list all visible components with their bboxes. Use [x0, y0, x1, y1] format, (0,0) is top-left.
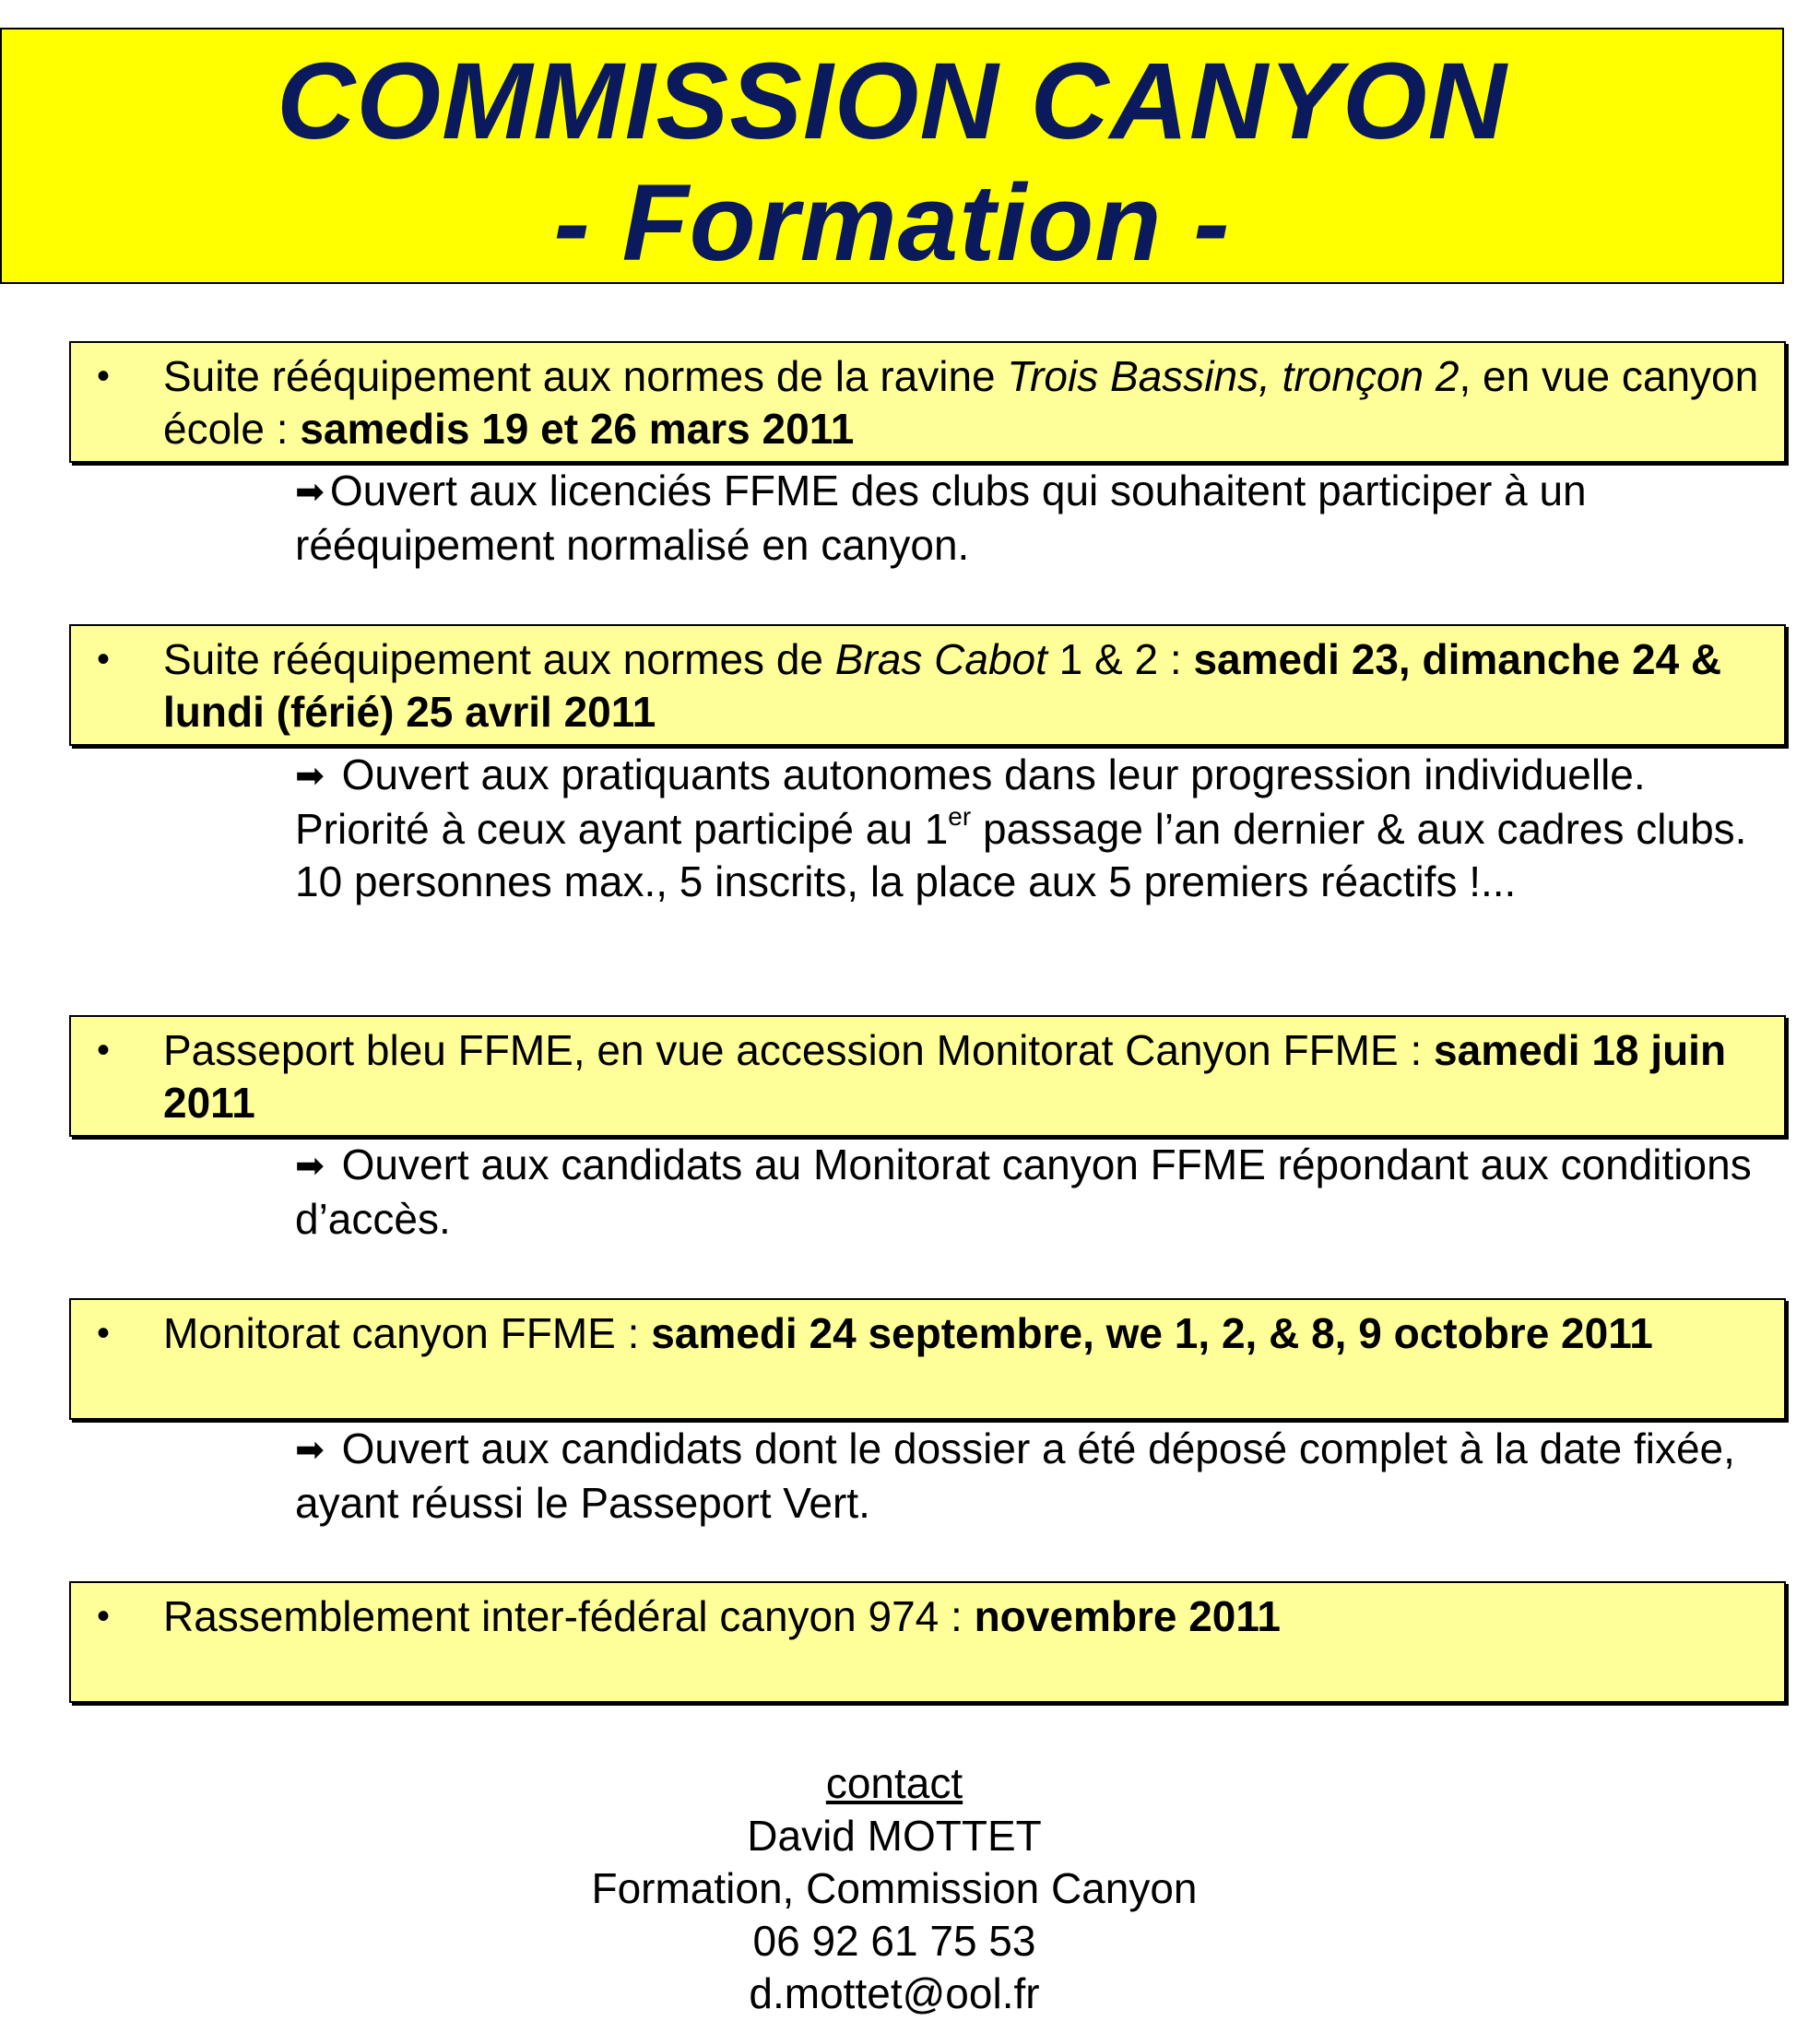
note-text: Ouvert aux licenciés FFME des clubs qui souhaitent participer à un rééquipement normalisé en canyon. [295, 467, 1587, 569]
note-text: Ouvert aux candidats dont le dossier a été déposé complet à la date fixée, ayant réussi le Passeport Vert. [295, 1424, 1735, 1527]
event-text: 1 & 2 : [1046, 635, 1194, 683]
event-text: , en vue canyon école : [163, 352, 1759, 453]
bullet-icon: • [97, 639, 111, 680]
event-box-2 [69, 624, 1786, 746]
contact-block [0, 1757, 1789, 2020]
arrow-right-icon: ➡ [295, 1147, 325, 1186]
event-box-4 [69, 1298, 1786, 1420]
contact-label: contact [825, 1759, 963, 1807]
event-box-5 [69, 1581, 1786, 1703]
event-note-3 [295, 1139, 1770, 1246]
contact-email: d.mottet@ool.fr [749, 1969, 1040, 2017]
event-text: Passeport bleu FFME, en vue accession Monitorat Canyon FFME : [163, 1026, 1435, 1074]
note-superscript: er [948, 802, 972, 831]
bullet-icon: • [97, 1030, 111, 1070]
event-date: samedi 23, dimanche 24 & lundi (férié) 25 avril 2011 [163, 635, 1722, 736]
page-title: COMMISSION CANYON [277, 41, 1507, 162]
event-date: novembre 2011 [974, 1592, 1281, 1640]
event-place: Bras Cabot [834, 635, 1047, 683]
event-text: Suite rééquipement aux normes de la ravine [163, 352, 1008, 400]
bullet-icon: • [97, 356, 111, 396]
arrow-right-icon: ➡ [295, 473, 325, 512]
event-text: Rassemblement inter-fédéral canyon 974 : [163, 1592, 975, 1640]
contact-role: Formation, Commission Canyon [591, 1864, 1198, 1912]
event-note-2 [295, 749, 1770, 908]
arrow-right-icon: ➡ [295, 1431, 325, 1470]
arrow-right-icon: ➡ [295, 757, 325, 796]
event-text: Suite rééquipement aux normes de [163, 635, 835, 683]
note-text: Ouvert aux candidats au Monitorat canyon FFME répondant aux conditions d’accès. [295, 1141, 1752, 1243]
page-subtitle: - Formation - [553, 162, 1231, 284]
contact-name: David MOTTET [747, 1812, 1042, 1860]
event-date: samedi 18 juin 2011 [163, 1026, 1727, 1127]
contact-phone: 06 92 61 75 53 [752, 1917, 1036, 1965]
bullet-icon: • [97, 1313, 111, 1353]
event-note-1 [295, 465, 1770, 572]
header-banner [0, 28, 1784, 284]
note-text: passage l’an dernier & aux cadres clubs. 10 personnes max., 5 inscrits, la place aux 5 premiers réactifs !... [295, 805, 1747, 905]
event-text: Monitorat canyon FFME : [163, 1309, 652, 1357]
event-box-3 [69, 1015, 1786, 1137]
event-place: Trois Bassins, tronçon 2 [1007, 352, 1460, 400]
event-note-4 [295, 1423, 1770, 1530]
event-box-1 [69, 341, 1786, 463]
event-date: samedi 24 septembre, we 1, 2, & 8, 9 octobre 2011 [651, 1309, 1653, 1357]
bullet-icon: • [97, 1596, 111, 1637]
note-text: Ouvert aux pratiquants autonomes dans leur progression individuelle. Priorité à ceux ayant participé au 1 [295, 750, 1646, 853]
event-date: samedis 19 et 26 mars 2011 [300, 405, 855, 453]
